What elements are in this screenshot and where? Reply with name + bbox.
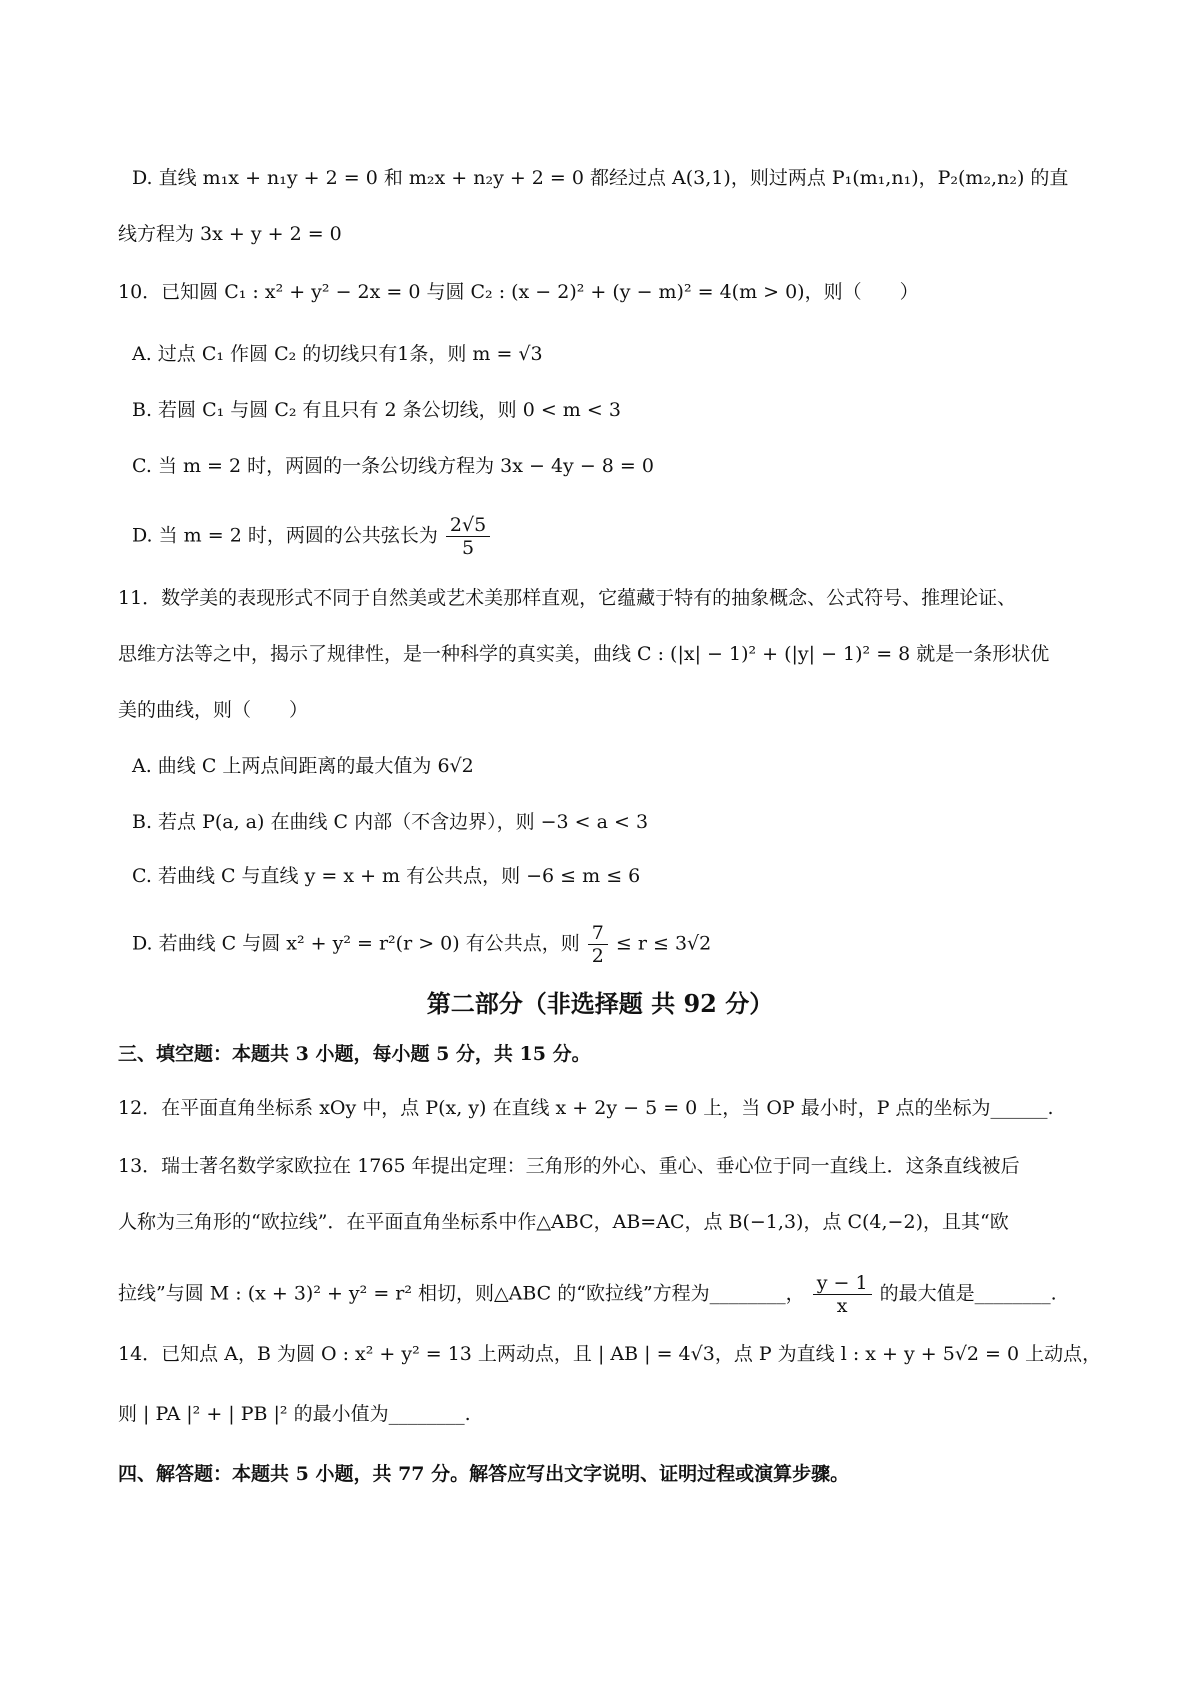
q11-option-d-text: D. 若曲线 C 与圆 x² + y² = r²(r > 0) 有公共点，则	[132, 932, 580, 955]
q13-line3-tail: 的最大值是________.	[879, 1282, 1057, 1305]
question-12: 12．在平面直角坐标系 xOy 中，点 P(x, y) 在直线 x + 2y − 5 = 0 上，当 OP 最小时，P 点的坐标为______.	[118, 1097, 1054, 1119]
fraction-denominator: 5	[461, 537, 475, 559]
q10-option-b: B. 若圆 C₁ 与圆 C₂ 有且只有 2 条公切线，则 0 < m < 3	[132, 399, 621, 421]
q10-option-d-text: D. 当 m = 2 时，两圆的公共弦长为	[132, 524, 438, 547]
q11-option-b: B. 若点 P(a, a) 在曲线 C 内部（不含边界），则 −3 < a < 3	[132, 811, 649, 833]
q13-line3-text: 拉线”与圆 M : (x + 3)² + y² = r² 相切，则△ABC 的“欧拉线”方程为________，	[118, 1282, 805, 1305]
q9-option-d-line1: D. 直线 m₁x + n₁y + 2 = 0 和 m₂x + n₂y + 2 = 0 都经过点 A(3,1)，则过两点 P₁(m₁,n₁)，P₂(m₂,n₂) 的直	[132, 167, 1069, 189]
q13-fraction	[813, 1272, 872, 1317]
q10-option-c: C. 当 m = 2 时，两圆的一条公切线方程为 3x − 4y − 8 = 0	[132, 455, 654, 477]
fraction-denominator: x	[836, 1295, 848, 1317]
q10-option-a: A. 过点 C₁ 作圆 C₂ 的切线只有1条，则 m = √3	[132, 343, 543, 365]
part-two-heading: 第二部分（非选择题 共 92 分）	[426, 989, 774, 1018]
q10-option-d	[132, 514, 492, 559]
question-13-line2: 人称为三角形的“欧拉线”．在平面直角坐标系中作△ABC，AB=AC，点 B(−1,3)，点 C(4,−2)，且其“欧	[118, 1211, 1009, 1233]
q11-option-d-fraction	[588, 922, 608, 967]
question-13-line3	[118, 1272, 1057, 1317]
question-13-line1: 13．瑞士著名数学家欧拉在 1765 年提出定理：三角形的外心、重心、垂心位于同一直线上．这条直线被后	[118, 1155, 1020, 1177]
section-three-title: 三、填空题：本题共 3 小题，每小题 5 分，共 15 分。	[118, 1043, 591, 1065]
question-11-line2: 思维方法等之中，揭示了规律性，是一种科学的真实美，曲线 C : (|x| − 1)² + (|y| − 1)² = 8 就是一条形状优	[118, 643, 1050, 665]
q11-option-d-tail: ≤ r ≤ 3√2	[615, 932, 712, 955]
fraction-denominator: 2	[591, 945, 604, 967]
question-11-line1: 11．数学美的表现形式不同于自然美或艺术美那样直观，它蕴藏于特有的抽象概念、公式符号、推理论证、	[118, 587, 1017, 609]
question-14-line2: 则 | PA |² + | PB |² 的最小值为________.	[118, 1403, 471, 1425]
fraction-numerator: y − 1	[813, 1272, 872, 1295]
question-14-line1: 14．已知点 A，B 为圆 O : x² + y² = 13 上两动点，且 | AB | = 4√3，点 P 为直线 l : x + y + 5√2 = 0 上动点，	[118, 1343, 1102, 1365]
fraction-numerator: 2√5	[446, 514, 490, 537]
question-10-stem: 10．已知圆 C₁ : x² + y² − 2x = 0 与圆 C₂ : (x − 2)² + (y − m)² = 4(m > 0)，则（ ）	[118, 281, 919, 303]
q11-option-d	[132, 922, 711, 967]
q11-option-c: C. 若曲线 C 与直线 y = x + m 有公共点，则 −6 ≤ m ≤ 6	[132, 865, 641, 887]
section-four-title: 四、解答题：本题共 5 小题，共 77 分。解答应写出文字说明、证明过程或演算步骤。	[118, 1463, 850, 1485]
q11-option-a: A. 曲线 C 上两点间距离的最大值为 6√2	[132, 755, 474, 777]
q10-option-d-fraction	[446, 514, 490, 559]
question-11-line3: 美的曲线，则（ ）	[118, 699, 309, 721]
fraction-numerator: 7	[588, 922, 608, 945]
q9-option-d-line2: 线方程为 3x + y + 2 = 0	[118, 223, 342, 245]
